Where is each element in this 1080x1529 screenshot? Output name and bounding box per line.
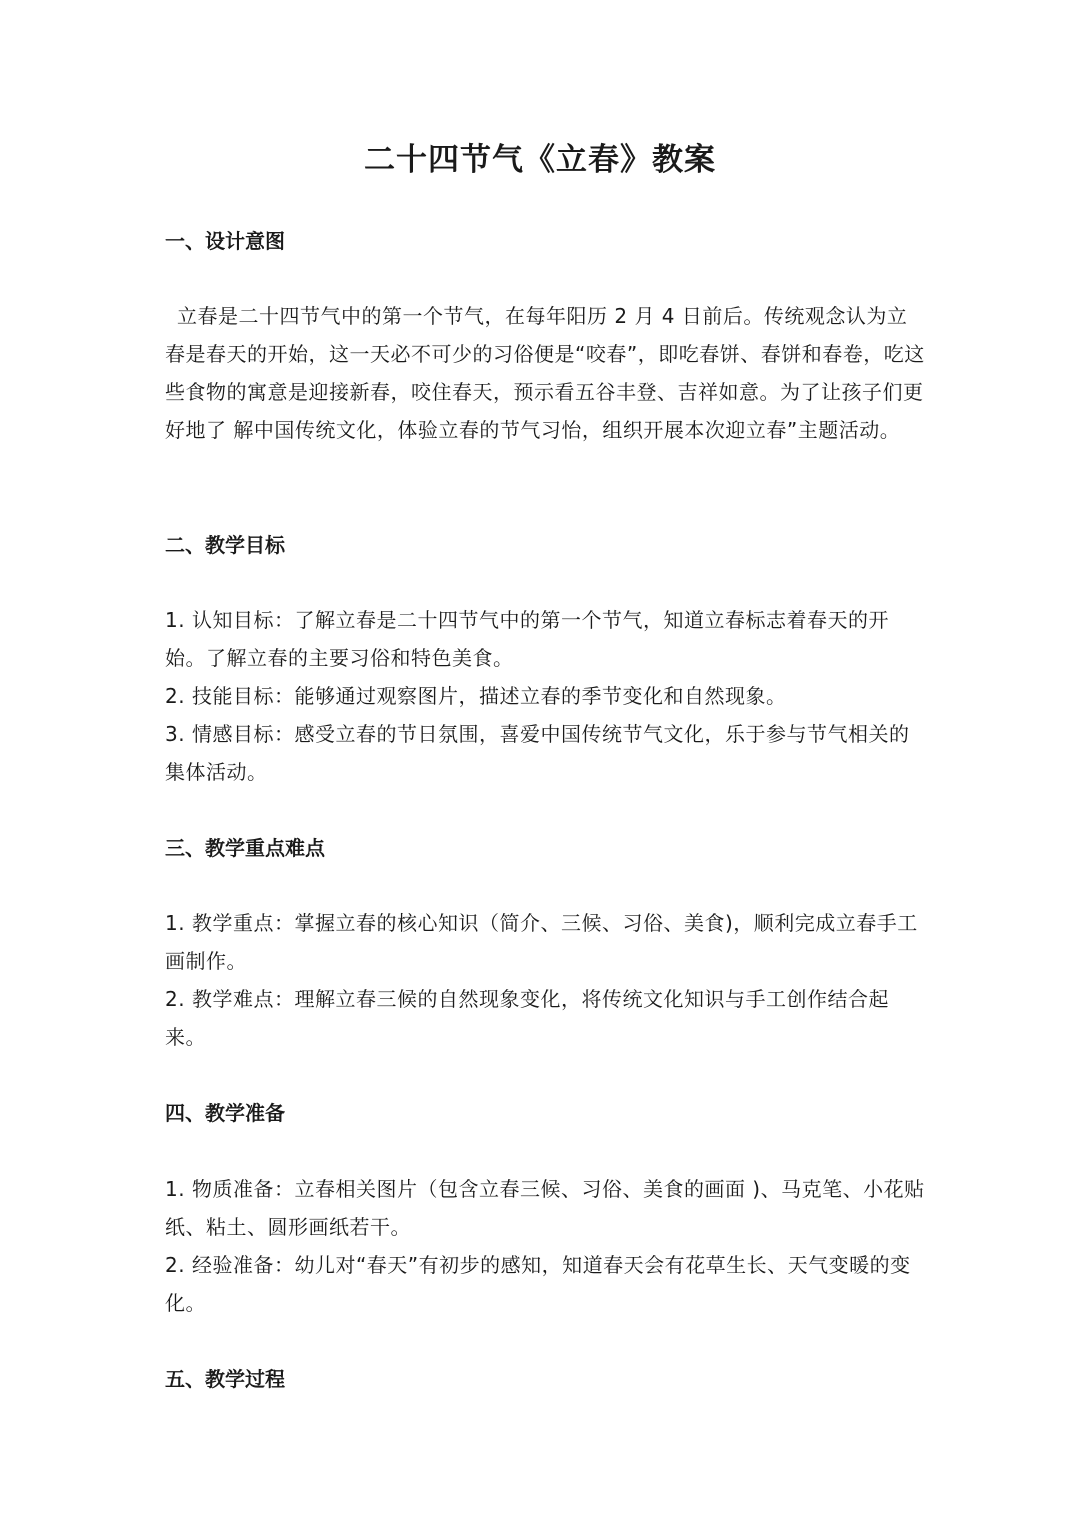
list-item: 1. 教学重点：掌握立春的核心知识（简介、三候、习俗、美食)，顺利完成立春手工画制作。 — [165, 911, 918, 973]
list-item: 2. 教学难点：理解立春三候的自然现象变化，将传统文化知识与手工创作结合起来。 — [165, 987, 889, 1049]
section-heading: 四、教学准备 — [165, 1101, 285, 1125]
page-title: 二十四节气《立春》教案 — [364, 142, 716, 178]
section-heading: 二、教学目标 — [165, 533, 285, 557]
section-heading: 五、教学过程 — [165, 1367, 285, 1391]
list-item: 2. 技能目标：能够通过观察图片，描述立春的季节变化和自然现象。 — [165, 684, 787, 708]
section-teaching-goals — [165, 530, 925, 560]
paragraph: 立春是二十四节气中的第一个节气，在每年阳历 2 月 4 日前后。传统观念认为立春是春天的开始，这一天必不可少的习俗便是“咬春”，即吃春饼、春饼和春卷，吃这些食物的寓意是迎接新春，咬住春天，预示看五谷丰登、吉祥如意。为了让孩子们更好地了 解中国传统文化，体验立春的节气习怡，组织开展本次迎立春”主题活动。 — [165, 304, 925, 442]
section-design-intent-body — [165, 297, 925, 449]
section-key-points-body — [165, 904, 925, 1056]
section-design-intent — [165, 226, 925, 256]
list-item: 1. 物质准备：立春相关图片（包含立春三候、习俗、美食的画面 )、马克笔、小花贴纸、粘土、圆形画纸若干。 — [165, 1177, 925, 1239]
section-heading: 三、教学重点难点 — [165, 836, 325, 860]
section-teaching-process — [165, 1364, 925, 1394]
section-preparation-body — [165, 1170, 925, 1322]
list-item: 2. 经验准备：幼儿对“春天”有初步的感知，知道春天会有花草生长、天气变暖的变化。 — [165, 1253, 911, 1315]
list-item: 3. 情感目标：感受立春的节日氛围，喜爱中国传统节气文化，乐于参与节气相关的集体活动。 — [165, 722, 910, 784]
list-item: 1. 认知目标：了解立春是二十四节气中的第一个节气，知道立春标志着春天的开始。了解立春的主要习俗和特色美食。 — [165, 608, 889, 670]
section-key-points — [165, 833, 925, 863]
section-preparation — [165, 1098, 925, 1128]
section-heading: 一、设计意图 — [165, 229, 285, 253]
section-teaching-goals-body — [165, 601, 925, 791]
